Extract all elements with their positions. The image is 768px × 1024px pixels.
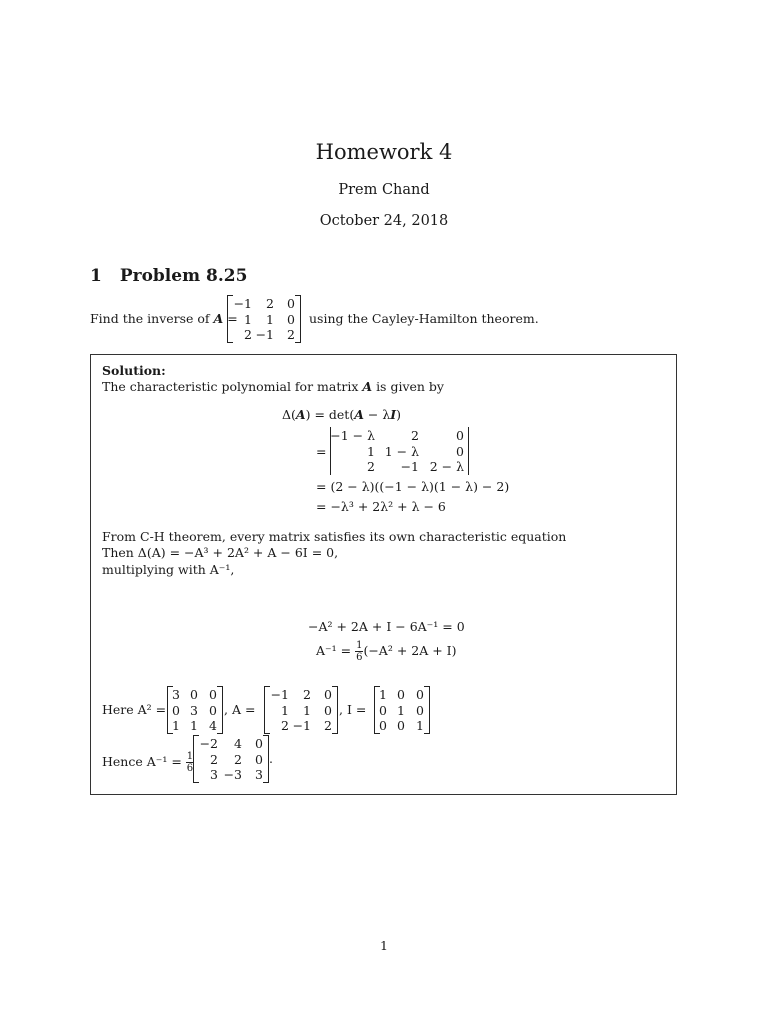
matrix-cell: 4 [234,736,242,751]
hence-label: Hence A⁻¹ = [102,754,182,769]
then-line: Then Δ(A) = −A³ + 2A² + A − 6I = 0, [102,545,339,560]
matrix-cell: 0 [172,702,180,718]
intro-text-b: is given by [376,379,444,394]
equation-polynomial: = −λ³ + 2λ² + λ − 6 [316,499,446,514]
matrix-cell: 0 [416,687,424,702]
matrix-cell: 0 [255,751,263,767]
matrix-cell: 0 [287,311,295,327]
eq1-end: ) [396,407,402,422]
here-label: Here A² = [102,702,167,717]
matrix-cell: 2 [287,327,295,342]
matrix-cell: 2 [266,296,274,311]
section-title: Problem 8.25 [119,266,248,286]
matrix-cell: −1 − λ [330,428,375,443]
matrix-cell: −3 [223,767,242,782]
fraction-one-sixth: $\frac{1}{6}$ [356,640,363,663]
matrix-cell: 1 [303,702,311,718]
a-label: , A = [224,702,256,717]
matrix-cell: 1 [266,311,274,327]
intro-text-a: The characteristic polynomial for matrix [102,379,359,394]
matrix-cell: −1 [255,327,274,342]
matrix-symbol: A [362,379,373,394]
eq6-lhs: A⁻¹ = [316,643,352,658]
matrix-cell: 1 [379,687,387,702]
matrix-cell: 0 [324,702,332,718]
matrix-cell: 0 [456,428,464,443]
date: October 24, 2018 [319,213,449,229]
matrix-cell: 1 [397,702,405,718]
matrix-cell: 1 [367,443,375,459]
section-number: 1 [90,266,102,286]
identity-matrix [374,686,430,734]
fraction-one-sixth-hence: $\frac{1}{6}$ [186,751,194,774]
matrix-cell: 0 [456,443,464,459]
matrix-cell: −1 [292,718,311,733]
problem-matrix [227,295,301,343]
a-inverse-matrix [193,735,269,783]
matrix-cell: 1 [281,702,289,718]
multiply-line: multiplying with A⁻¹, [102,562,235,577]
hence-period: . [269,751,273,766]
matrix-cell: 2 [244,327,252,342]
equation-inverse [316,640,456,663]
matrix-cell: 2 [234,751,242,767]
matrix-cell: −1 [233,296,252,311]
hence-line [102,751,194,774]
problem-suffix: using the Cayley-Hamilton theorem. [309,311,539,326]
matrix-cell: 3 [190,702,198,718]
ch-theorem-line: From C-H theorem, every matrix satisfies its own characteristic equation [102,529,567,544]
matrix-cell: 2 [303,687,311,702]
matrix-cell: 0 [255,736,263,751]
matrix-cell: 3 [210,767,218,782]
matrix-cell: 2 [324,718,332,733]
matrix-cell: 0 [287,296,295,311]
matrix-cell: 4 [209,718,217,733]
page-number: 1 [380,938,388,953]
matrix-cell: 2 [281,718,289,733]
problem-prefix: Find the inverse of [90,311,210,326]
matrix-cell: 2 [367,459,375,474]
equation-ch-applied: −A² + 2A + I − 6A⁻¹ = 0 [308,619,465,634]
matrix-cell: 1 − λ [384,443,419,459]
matrix-cell: 3 [172,687,180,702]
matrix-cell: −1 [270,687,289,702]
section-heading [90,266,247,286]
a-matrix [264,686,338,734]
matrix-cell: 0 [379,718,387,733]
matrix-cell: 1 [172,718,180,733]
matrix-cell: 2 [411,428,419,443]
matrix-cell: 2 [210,751,218,767]
matrix-cell: −2 [199,736,218,751]
matrix-cell: 2 − λ [429,459,464,474]
solution-heading: Solution: [102,363,166,378]
matrix-cell: 0 [324,687,332,702]
matrix-cell: 3 [255,767,263,782]
determinant-matrix [330,427,469,475]
eq1-rhs: ) = det( [305,407,355,422]
document-title: Homework 4 [315,140,453,164]
solution-intro [102,379,444,394]
matrix-cell: 0 [209,687,217,702]
matrix-cell: 0 [416,702,424,718]
equation-expanded: = (2 − λ)((−1 − λ)(1 − λ) − 2) [316,479,510,494]
matrix-name: A [213,311,224,326]
matrix-cell: 0 [190,687,198,702]
eq1-lhs: Δ( [282,407,296,422]
a-squared-matrix [167,686,223,734]
matrix-cell: 0 [209,702,217,718]
matrix-cell: 0 [397,718,405,733]
equation-delta: Δ(A) = det(A − λI) [282,407,402,422]
i-label: , I = [339,702,367,717]
matrix-cell: 1 [416,718,424,733]
matrix-cell: 1 [244,311,252,327]
problem-statement: Find the inverse of A = [90,311,238,326]
author: Prem Chand [338,182,430,198]
matrix-cell: 0 [397,687,405,702]
eq1-tail: − λ [363,407,391,422]
eq6-rhs: (−A² + 2A + I) [363,643,457,658]
matrix-cell: 1 [190,718,198,733]
equals-sign: = [316,444,327,459]
matrix-cell: 0 [379,702,387,718]
matrix-cell: −1 [400,459,419,474]
